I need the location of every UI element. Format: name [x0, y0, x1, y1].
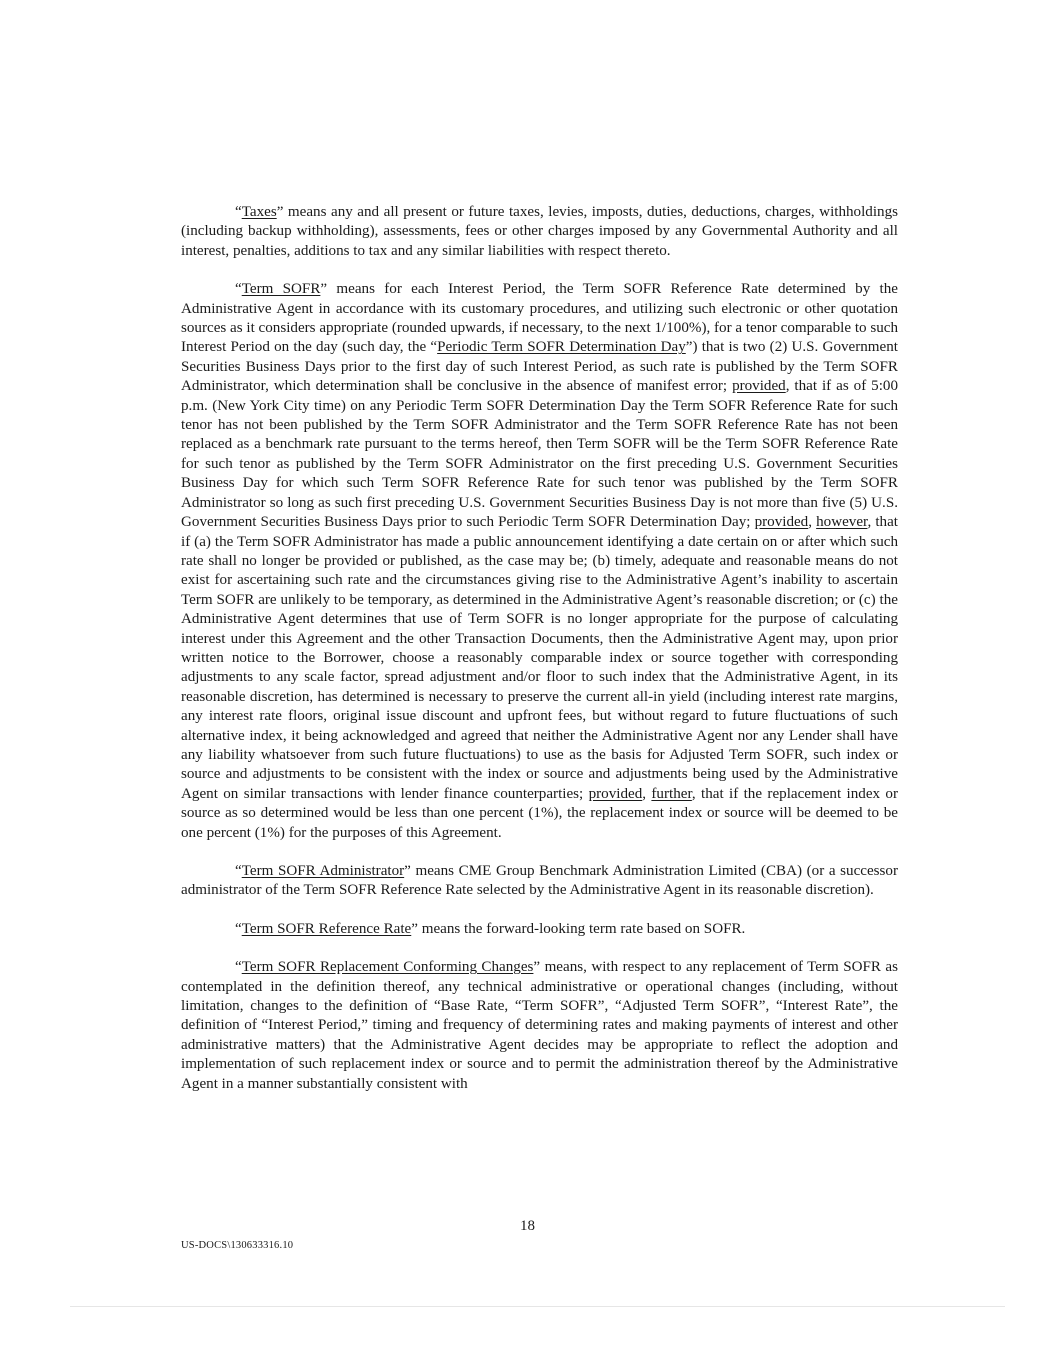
definition-term-sofr-reference-rate	[181, 920, 898, 939]
definition-text: ”) that is two (2) U.S. Government Securities Business Days prior to the first day of such Interest Period, as such rate is published by the Term SOFR Administrator, which determination shall be conclusive in the absence of manifest error;	[181, 339, 898, 395]
definition-text: , that if as of 5:00 p.m. (New York City time) on any Periodic Term SOFR Determination Day the Term SOFR Reference Rate for such tenor has not been published by the Term SOFR Administrator and the Term SOFR Reference Rate has not been replaced as a benchmark rate pursuant to the terms hereof, then Term SOFR will be the Term SOFR Reference Rate for such tenor as published by the Term SOFR Administrator on the first preceding U.S. Government Securities Business Day for which such Term SOFR Reference Rate for such tenor was published by the Term SOFR Administrator so long as such first preceding U.S. Government Securities Business Day is not more than five (5) U.S. Government Securities Business Days prior to such Periodic Term SOFR Determination Day;	[181, 378, 898, 531]
definition-term-sofr	[181, 280, 898, 843]
definition-text: ” means for each Interest Period, the Term SOFR Reference Rate determined by the Administrative Agent in accordance with its customary procedures, and utilizing such electronic or other quotation sources as it considers appropriate (rounded upwards, if necessary, to the next 1/100%), for a tenor comparable to such Interest Period on the day (such day, the “	[181, 281, 898, 356]
defined-term-term-sofr-reference-rate: Term SOFR Reference Rate	[241, 920, 412, 937]
proviso-however: however	[816, 514, 868, 531]
page-number: 18	[520, 1218, 535, 1234]
definition-text: ” means, with respect to any replacement of Term SOFR as contemplated in the definition thereof, any technical administrative or operational changes (including, without limitation, changes to the definition of “Base Rate, “Term SOFR”, “Adjusted Term SOFR”, “Interest Rate”, the definition of “Interest Period,” timing and frequency of determining rates and making payments of interest and other administrative matters) that the Administrative Agent decides may be appropriate to reflect the adoption and implementation of such replacement index or source and to permit the administration thereof by the Administrative Agent in a manner substantially consistent with	[181, 959, 898, 1092]
defined-term-term-sofr-administrator: Term SOFR Administrator	[241, 863, 405, 879]
document-page	[181, 203, 898, 1094]
definition-text: means any and all present or future taxes, levies, imposts, duties, deductions, charges, withholdings (including backup withholding), assessments, fees or other charges imposed by any Governmental Authority and all interest, penalties, additions to tax and any similar liabilities with respect thereto.	[181, 204, 898, 259]
close-quote: ”	[276, 204, 284, 220]
open-quote: “	[235, 920, 242, 937]
defined-term-term-sofr: Term SOFR	[241, 281, 321, 298]
defined-term-term-sofr-replacement-conforming-changes: Term SOFR Replacement Conforming Changes	[241, 959, 534, 976]
open-quote: “	[235, 863, 242, 879]
open-quote: “	[235, 281, 242, 298]
document-id: US-DOCS\130633316.10	[181, 1240, 294, 1251]
defined-term-periodic-determination-day: Periodic Term SOFR Determination Day	[437, 339, 686, 356]
proviso-provided: provided	[732, 378, 786, 395]
defined-term-taxes: Taxes	[241, 204, 277, 220]
open-quote: “	[235, 204, 242, 220]
proviso-provided: provided	[754, 514, 809, 531]
separator: ,	[808, 514, 817, 531]
proviso-further: further	[651, 785, 692, 802]
open-quote: “	[235, 959, 242, 976]
definition-taxes	[181, 203, 898, 261]
definition-text: ” means the forward-looking term rate based on SOFR.	[411, 920, 746, 937]
footer-divider	[70, 1306, 1005, 1307]
proviso-provided: provided	[588, 785, 643, 802]
definition-term-sofr-replacement-conforming-changes	[181, 958, 898, 1094]
separator: ,	[642, 785, 652, 802]
definition-text: , that if (a) the Term SOFR Administrator has made a public announcement identifying a date certain on or after which such rate shall no longer be provided or published, as the case may be; (b) timely, adequate and reasonable means do not exist for ascertaining such rate and the circumstances giving rise to the Administrative Agent’s inability to ascertain Term SOFR are unlikely to be temporary, as determined in the Administrative Agent’s reasonable discretion; or (c) the Administrative Agent determines that use of Term SOFR is no longer appropriate for the purpose of calculating interest under this Agreement and the other Transaction Documents, then the Administrative Agent may, upon prior written notice to the Borrower, choose a reasonably comparable index or source together with corresponding adjustments to any scale factor, spread adjustment and/or floor to such index that the Administrative Agent, in its reasonable discretion, has determined is necessary to preserve the current all-in yield (including interest rate margins, any interest rate floors, original issue discount and upfront fees, but without regard to future fluctuations of such alternative index, it being acknowledged and agreed that neither the Administrative Agent nor any Lender shall have any liability whatsoever from such future fluctuations) to use as the basis for Adjusted Term SOFR, such index or source and adjustments to be consistent with the index or source and adjustments being used by the Administrative Agent on similar transactions with lender finance counterparties;	[181, 514, 898, 802]
definition-term-sofr-administrator	[181, 862, 898, 901]
definition-text: , that if the replacement index or source as so determined would be less than one percent (1%), the replacement index or source will be deemed to be one percent (1%) for the purposes of this Agreement.	[181, 785, 899, 841]
definition-text: ” means CME Group Benchmark Administration Limited (CBA) (or a successor administrator of the Term SOFR Reference Rate selected by the Administrative Agent in its reasonable discretion).	[181, 863, 898, 899]
